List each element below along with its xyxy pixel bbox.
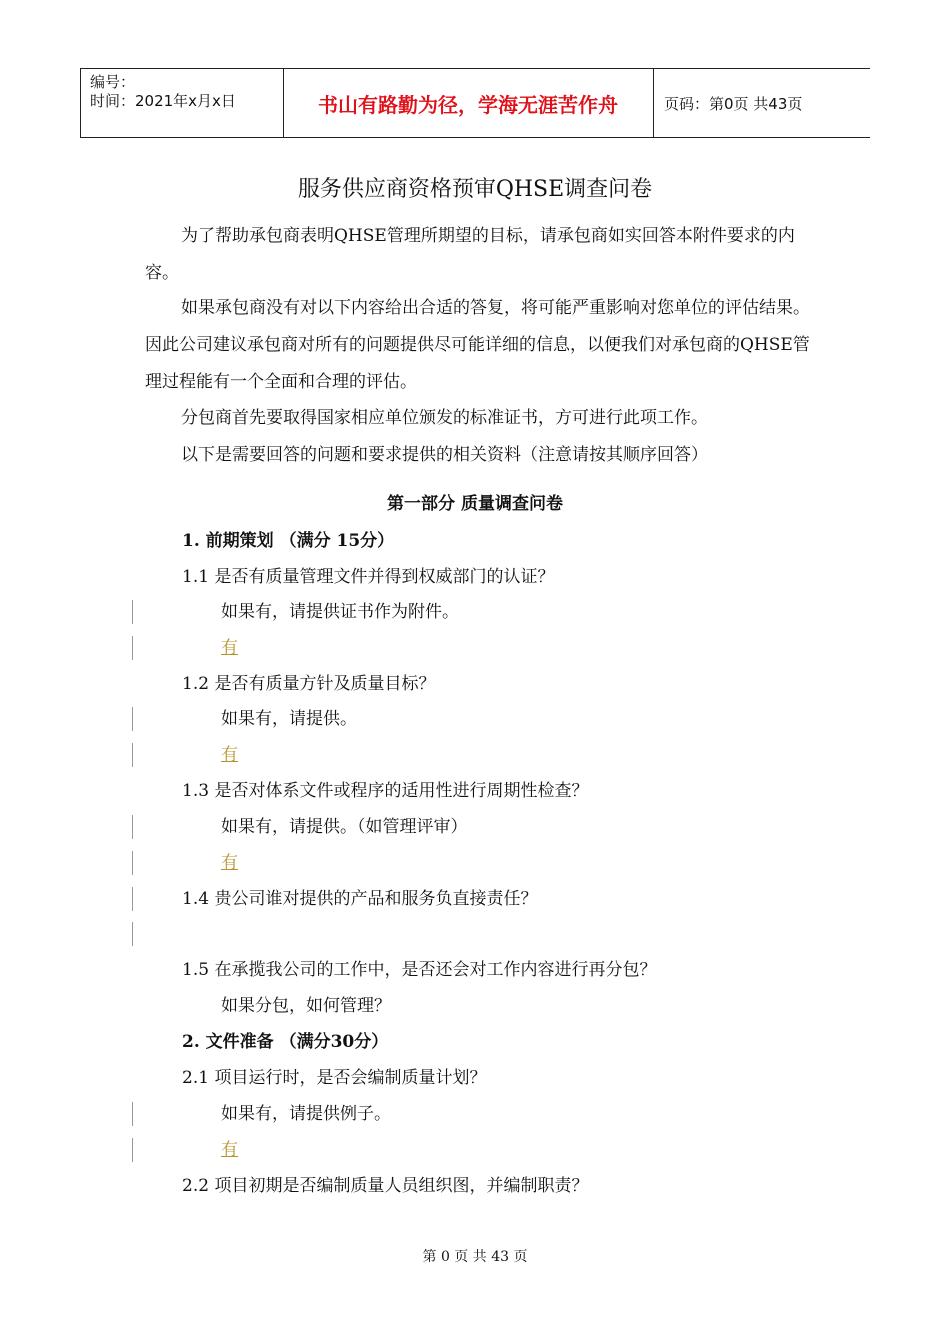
- page-footer: 第 0 页 共 43 页: [422, 1249, 528, 1265]
- header-page-info: 页码：第0页 共43页: [664, 94, 803, 113]
- header-border-left: [80, 69, 81, 137]
- question-1-3-note: 如果有，请提供。（如管理评审）: [221, 817, 468, 837]
- header-divider-2: [653, 69, 654, 137]
- answer-margin-bar: [132, 851, 133, 875]
- answer-margin-bar: [132, 1138, 133, 1162]
- question-2-1-note: 如果有，请提供例子。: [221, 1104, 391, 1124]
- section-heading-2: 2. 文件准备 （满分30分）: [182, 1032, 389, 1052]
- header-motto: 书山有路勤为径，学海无涯苦作舟: [318, 92, 618, 117]
- answer-margin-bar: [132, 815, 133, 839]
- question-1-1: 1.1 是否有质量管理文件并得到权威部门的认证？: [182, 567, 555, 587]
- question-1-5: 1.5 在承揽我公司的工作中，是否还会对工作内容进行再分包？: [182, 960, 657, 980]
- question-1-2-note: 如果有，请提供。: [221, 709, 357, 729]
- header-meta: [90, 73, 236, 111]
- answer-2-1[interactable]: 有: [221, 1140, 238, 1160]
- question-1-1-note: 如果有，请提供证书作为附件。: [221, 602, 459, 622]
- header-date: 时间：2021年x月x日: [90, 92, 236, 110]
- question-2-1: 2.1 项目运行时，是否会编制质量计划？: [182, 1068, 487, 1088]
- answer-1-1[interactable]: 有: [221, 638, 238, 658]
- answer-margin-bar: [132, 1102, 133, 1126]
- intro-paragraph-2: 如果承包商没有对以下内容给出合适的答复，将可能严重影响对您单位的评估结果。因此公司建议承包商对所有的问题提供尽可能详细的信息，以便我们对承包商的QHSE管理过程能有一个全面和合理的评估。: [145, 298, 810, 392]
- part-title: 第一部分 质量调查问卷: [387, 494, 563, 514]
- answer-margin-bar: [132, 887, 133, 911]
- question-2-2: 2.2 项目初期是否编制质量人员组织图，并编制职责？: [182, 1176, 589, 1196]
- answer-margin-bar[interactable]: [132, 922, 133, 946]
- answer-margin-bar: [132, 636, 133, 660]
- answer-margin-bar: [132, 707, 133, 731]
- intro-paragraph-1: 为了帮助承包商表明QHSE管理所期望的目标，请承包商如实回答本附件要求的内容。: [145, 226, 795, 283]
- answer-1-2[interactable]: 有: [221, 745, 238, 765]
- answer-1-3[interactable]: 有: [221, 853, 238, 873]
- document-title: 服务供应商资格预审QHSE调查问卷: [297, 177, 653, 202]
- document-header: [80, 68, 870, 138]
- question-1-3: 1.3 是否对体系文件或程序的适用性进行周期性检查？: [182, 781, 589, 801]
- question-1-2: 1.2 是否有质量方针及质量目标？: [182, 674, 436, 694]
- answer-margin-bar: [132, 743, 133, 767]
- answer-margin-bar: [132, 600, 133, 624]
- question-1-4: 1.4 贵公司谁对提供的产品和服务负直接责任？: [182, 889, 538, 909]
- header-number-label: 编号：: [90, 73, 136, 91]
- question-1-5-note: 如果分包，如何管理？: [221, 996, 391, 1016]
- intro-paragraph-3: 分包商首先要取得国家相应单位颁发的标准证书，方可进行此项工作。: [181, 408, 708, 428]
- intro-paragraph-4: 以下是需要回答的问题和要求提供的相关资料（注意请按其顺序回答）: [181, 445, 708, 465]
- section-heading-1: 1. 前期策划 （满分 15分）: [182, 531, 395, 551]
